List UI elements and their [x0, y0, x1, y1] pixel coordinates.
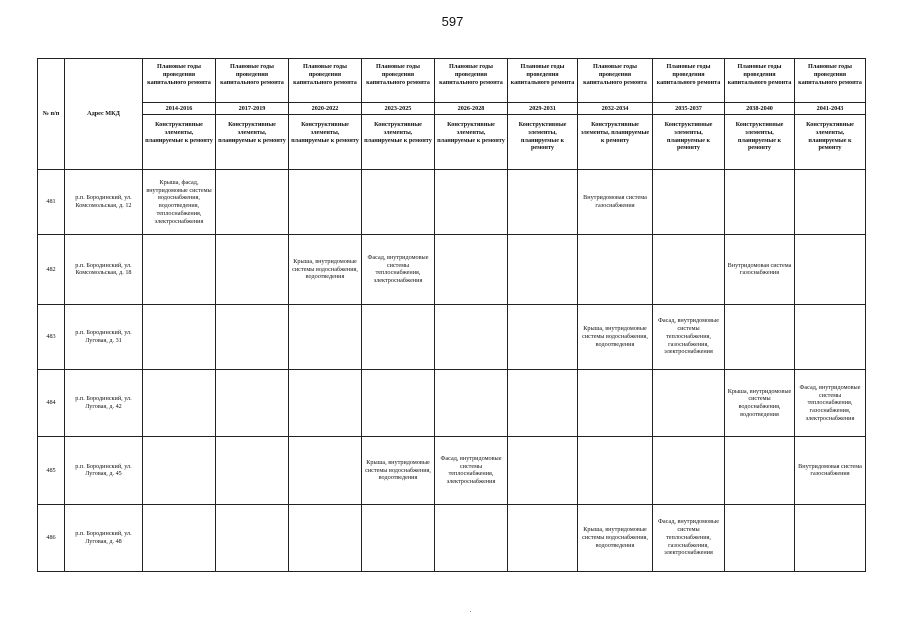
table-body	[38, 170, 866, 572]
repair-elements-cell	[362, 504, 435, 571]
period-elements-header: Конструктивные элементы, планируемые к ремонту	[362, 115, 435, 170]
table-row	[38, 369, 866, 436]
period-title-header: Плановые годы проведения капитального ремонта	[725, 59, 795, 103]
repair-elements-cell	[289, 170, 362, 235]
period-years-header: 2029-2031	[508, 103, 578, 115]
repair-elements-cell	[725, 304, 795, 369]
scan-speck	[470, 611, 471, 612]
repair-elements-cell	[795, 170, 866, 235]
repair-elements-cell	[143, 369, 216, 436]
header-title-row	[38, 59, 866, 103]
period-years-header: 2017-2019	[216, 103, 289, 115]
period-elements-header: Конструктивные элементы, планируемые к ремонту	[578, 115, 653, 170]
period-title-header: Плановые годы проведения капитального ремонта	[362, 59, 435, 103]
period-title-header: Плановые годы проведения капитального ремонта	[143, 59, 216, 103]
repair-elements-cell	[725, 170, 795, 235]
repair-elements-cell	[653, 437, 725, 504]
period-title-header: Плановые годы проведения капитального ремонта	[508, 59, 578, 103]
row-number: 484	[38, 369, 65, 436]
table-row	[38, 170, 866, 235]
repair-elements-cell	[362, 304, 435, 369]
repair-elements-cell	[578, 235, 653, 304]
repair-elements-cell: Крыша, внутридомовые системы водоснабжения, водоотведения	[362, 437, 435, 504]
row-address: р.п. Бородинский, ул. Луговая, д. 31	[65, 304, 143, 369]
repair-elements-cell	[435, 369, 508, 436]
period-years-header: 2023-2025	[362, 103, 435, 115]
repair-elements-cell: Фасад, внутридомовые системы теплоснабжения, газоснабжения, электроснабжения	[653, 304, 725, 369]
repair-elements-cell	[289, 437, 362, 504]
repair-elements-cell	[653, 235, 725, 304]
repair-elements-cell	[143, 504, 216, 571]
table-header	[38, 59, 866, 170]
repair-elements-cell	[362, 369, 435, 436]
repair-elements-cell: Фасад, внутридомовые системы теплоснабжения, газоснабжения, электроснабжения	[653, 504, 725, 571]
period-title-header: Плановые годы проведения капитального ремонта	[795, 59, 866, 103]
row-number: 481	[38, 170, 65, 235]
page-number: 597	[441, 14, 464, 29]
repair-elements-cell	[289, 504, 362, 571]
repair-elements-cell	[216, 304, 289, 369]
row-address: р.п. Бородинский, ул. Комсомольская, д. 12	[65, 170, 143, 235]
col-number-header: № п/п	[38, 59, 65, 170]
repair-elements-cell	[435, 304, 508, 369]
table-row	[38, 437, 866, 504]
repair-elements-cell: Фасад, внутридомовые системы теплоснабжения, газоснабжения, электроснабжения	[795, 369, 866, 436]
period-elements-header: Конструктивные элементы, планируемые к ремонту	[508, 115, 578, 170]
period-years-header: 2020-2022	[289, 103, 362, 115]
row-number: 483	[38, 304, 65, 369]
repair-elements-cell: Фасад, внутридомовые системы теплоснабжения, электроснабжения	[362, 235, 435, 304]
repair-elements-cell: Крыша, внутридомовые системы водоснабжения, водоотведения	[578, 304, 653, 369]
period-years-header: 2038-2040	[725, 103, 795, 115]
row-address: р.п. Бородинский, ул. Луговая, д. 48	[65, 504, 143, 571]
repair-elements-cell: Фасад, внутридомовые системы теплоснабжения, электроснабжения	[435, 437, 508, 504]
repair-elements-cell: Внутридомовая система газоснабжения	[578, 170, 653, 235]
repair-elements-cell: Крыша, внутридомовые системы водоснабжения, водоотведения	[725, 369, 795, 436]
period-elements-header: Конструктивные элементы, планируемые к ремонту	[653, 115, 725, 170]
repair-elements-cell	[362, 170, 435, 235]
row-address: р.п. Бородинский, ул. Луговая, д. 42	[65, 369, 143, 436]
period-years-header: 2032-2034	[578, 103, 653, 115]
repair-elements-cell	[795, 235, 866, 304]
period-elements-header: Конструктивные элементы, планируемые к ремонту	[725, 115, 795, 170]
repair-elements-cell	[216, 437, 289, 504]
repair-elements-cell	[795, 504, 866, 571]
header-years-row	[38, 103, 866, 115]
repair-elements-cell	[143, 235, 216, 304]
repair-elements-cell	[653, 369, 725, 436]
period-elements-header: Конструктивные элементы, планируемые к ремонту	[143, 115, 216, 170]
repair-elements-cell	[216, 170, 289, 235]
table-row	[38, 304, 866, 369]
repair-elements-cell	[725, 437, 795, 504]
period-elements-header: Конструктивные элементы, планируемые к ремонту	[435, 115, 508, 170]
repair-elements-cell	[435, 170, 508, 235]
period-elements-header: Конструктивные элементы, планируемые к ремонту	[216, 115, 289, 170]
repair-elements-cell	[508, 437, 578, 504]
repair-elements-cell: Внутридомовая система газоснабжения	[725, 235, 795, 304]
period-title-header: Плановые годы проведения капитального ремонта	[435, 59, 508, 103]
repair-elements-cell: Внутридомовая система газоснабжения	[795, 437, 866, 504]
repair-elements-cell	[143, 437, 216, 504]
period-years-header: 2035-2037	[653, 103, 725, 115]
period-years-header: 2026-2028	[435, 103, 508, 115]
repair-elements-cell	[289, 304, 362, 369]
repair-elements-cell	[578, 369, 653, 436]
repair-elements-cell	[216, 504, 289, 571]
row-address: р.п. Бородинский, ул. Комсомольская, д. 18	[65, 235, 143, 304]
repair-schedule-table	[37, 58, 866, 572]
period-years-header: 2014-2016	[143, 103, 216, 115]
repair-elements-cell: Крыша, фасад, внутридомовые системы водоснабжения, водоотведения, теплоснабжения, электроснабжения	[143, 170, 216, 235]
period-title-header: Плановые годы проведения капитального ремонта	[289, 59, 362, 103]
repair-elements-cell	[435, 504, 508, 571]
repair-elements-cell	[508, 235, 578, 304]
col-address-header: Адрес МКД	[65, 59, 143, 170]
repair-elements-cell	[508, 369, 578, 436]
repair-elements-cell	[653, 170, 725, 235]
period-years-header: 2041-2043	[795, 103, 866, 115]
row-number: 486	[38, 504, 65, 571]
repair-elements-cell	[435, 235, 508, 304]
period-title-header: Плановые годы проведения капитального ремонта	[216, 59, 289, 103]
repair-elements-cell	[289, 369, 362, 436]
period-elements-header: Конструктивные элементы, планируемые к ремонту	[795, 115, 866, 170]
period-elements-header: Конструктивные элементы, планируемые к ремонту	[289, 115, 362, 170]
repair-elements-cell	[508, 304, 578, 369]
repair-elements-cell: Крыша, внутридомовые системы водоснабжения, водоотведения	[289, 235, 362, 304]
table-row	[38, 235, 866, 304]
row-number: 482	[38, 235, 65, 304]
table-row	[38, 504, 866, 571]
row-address: р.п. Бородинский, ул. Луговая, д. 45	[65, 437, 143, 504]
repair-elements-cell	[216, 369, 289, 436]
row-number: 485	[38, 437, 65, 504]
period-title-header: Плановые годы проведения капитального ремонта	[578, 59, 653, 103]
repair-elements-cell	[143, 304, 216, 369]
period-title-header: Плановые годы проведения капитального ремонта	[653, 59, 725, 103]
repair-elements-cell	[578, 437, 653, 504]
repair-elements-cell: Крыша, внутридомовые системы водоснабжения, водоотведения	[578, 504, 653, 571]
repair-elements-cell	[508, 170, 578, 235]
repair-elements-cell	[795, 304, 866, 369]
repair-elements-cell	[216, 235, 289, 304]
header-sub-row	[38, 115, 866, 170]
repair-elements-cell	[725, 504, 795, 571]
repair-elements-cell	[508, 504, 578, 571]
